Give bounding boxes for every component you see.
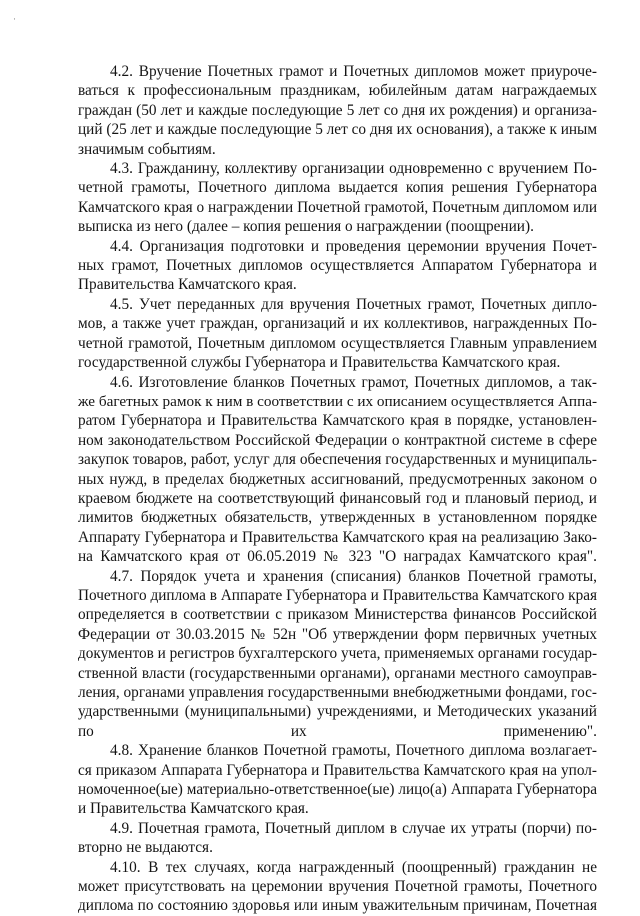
text-line: 4.9. Почетная грамота, Почетный диплом в случае их утраты (порчи) по- (110, 819, 597, 837)
text-line: ном законодательством Российской Федерации о контрактной системе в сфере (78, 431, 597, 449)
text-line: Камчатского края о награждении Почетной грамотой, Почетным дипломом или (78, 198, 597, 216)
paragraph-4-5 (78, 295, 597, 373)
text-line: граждан (50 лет и каждые последующие 5 лет со дня их рождения) и организа- (78, 101, 597, 119)
text-line: выписка из него (далее – копия решения о награждении (поощрении). (78, 218, 534, 236)
text-line: ратом Губернатора и Правительства Камчатского края в порядке, установлен- (78, 412, 597, 430)
paragraph-4-2 (78, 62, 597, 159)
text-line: документов и регистров бухгалтерского учета, применяемых органами государ- (78, 645, 598, 663)
paragraph-4-8 (78, 741, 597, 819)
text-line: 4.6. Изготовление бланков Почетных грамот, Почетных дипломов, а так- (110, 373, 597, 391)
text-line: ных грамот, Почетных дипломов осуществляется Аппаратом Губернатора и (78, 257, 597, 275)
text-line: 4.8. Хранение бланков Почетной грамоты, Почетного диплома возлагает- (110, 742, 597, 760)
text-line: четной грамотой, Почетным дипломом осуществляется Главным управлением (78, 334, 597, 352)
text-line: ных нужд, в пределах бюджетных ассигнований, предусмотренных законом о (78, 470, 597, 488)
text-line: значимым событиям. (78, 140, 216, 158)
paragraph-4-7 (78, 567, 597, 742)
text-line: 4.3. Гражданину, коллективу организации одновременно с вручением По- (110, 160, 597, 178)
text-line: может присутствовать на церемонии вручения Почетной грамоты, Почетного (78, 878, 597, 896)
text-line: вторно не выдаются. (78, 839, 213, 857)
text-line: закупок товаров, работ, услуг для обеспечения государственных и муниципаль- (78, 451, 597, 469)
text-line: ственной власти (государственными органами), органами местного самоуправ- (78, 664, 597, 682)
text-line: определяется в соответствии с приказом Министерства финансов Российской (78, 606, 597, 624)
paragraph-4-10 (78, 858, 597, 916)
text-line: 4.10. В тех случаях, когда награжденный (поощренный) гражданин не (110, 858, 597, 876)
text-line: лимитов бюджетных обязательств, утвержденных в установленном порядке (78, 509, 597, 527)
scan-mark: · (13, 14, 16, 24)
text-line: 4.5. Учет переданных для вручения Почетных грамот, Почетных дипло- (110, 295, 597, 313)
text-line: номоченное(ые) материально-ответственное(ые) лицо(а) Аппарата Губернатора (78, 781, 597, 799)
text-line: краевом бюджете на соответствующий финансовый год и плановый период, и (78, 489, 597, 507)
text-line: ваться к профессиональным праздникам, юбилейным датам награждаемых (78, 82, 597, 100)
text-line: ударственными (муниципальными) учреждениями, и Методических указаний (78, 703, 597, 721)
text-line: мов, а также учет граждан, организаций и их коллективов, награжденных По- (78, 315, 597, 333)
text-line: ций (25 лет и каждые последующие 5 лет со дня их основания), а также к иным (78, 121, 597, 139)
text-line: ся приказом Аппарата Губернатора и Правительства Камчатского края на упол- (78, 761, 597, 779)
text-line: и Правительства Камчатского края. (78, 800, 309, 818)
paragraph-4-4 (78, 237, 597, 295)
text-line: Почетного диплома в Аппарате Губернатора и Правительства Камчатского края (78, 586, 597, 604)
text-line: 4.4. Организация подготовки и проведения церемонии вручения Почет- (110, 237, 597, 255)
text-line: 4.2. Вручение Почетных грамот и Почетных дипломов может приуроче- (110, 63, 597, 80)
text-line: по их применению". (78, 722, 597, 740)
text-line: на Камчатского края от 06.05.2019 № 323 "О наградах Камчатского края". (78, 548, 597, 566)
text-line: Федерации от 30.03.2015 № 52н "Об утверждении форм первичных учетных (78, 625, 597, 643)
paragraph-4-6 (78, 373, 597, 567)
paragraph-4-9 (78, 819, 597, 858)
text-line: Аппарату Губернатора и Правительства Камчатского края на реализацию Зако- (78, 528, 597, 546)
text-line: Правительства Камчатского края. (78, 276, 297, 294)
text-line: ления, органами управления государственными внебюджетными фондами, гос- (78, 684, 597, 701)
body-text (78, 62, 597, 916)
paragraph-4-3 (78, 159, 597, 237)
text-line: диплома по состоянию здоровья или иным уважительным причинам, Почетная (78, 897, 597, 915)
text-line: же багетных рамок к ним в соответствии с их описанием осуществляется Аппа- (78, 392, 598, 410)
text-line: 4.7. Порядок учета и хранения (списания) бланков Почетной грамоты, (110, 567, 597, 585)
text-line: четной грамоты, Почетного диплома выдается копия решения Губернатора (78, 179, 597, 197)
text-line: государственной службы Губернатора и Правительства Камчатского края. (78, 354, 561, 372)
